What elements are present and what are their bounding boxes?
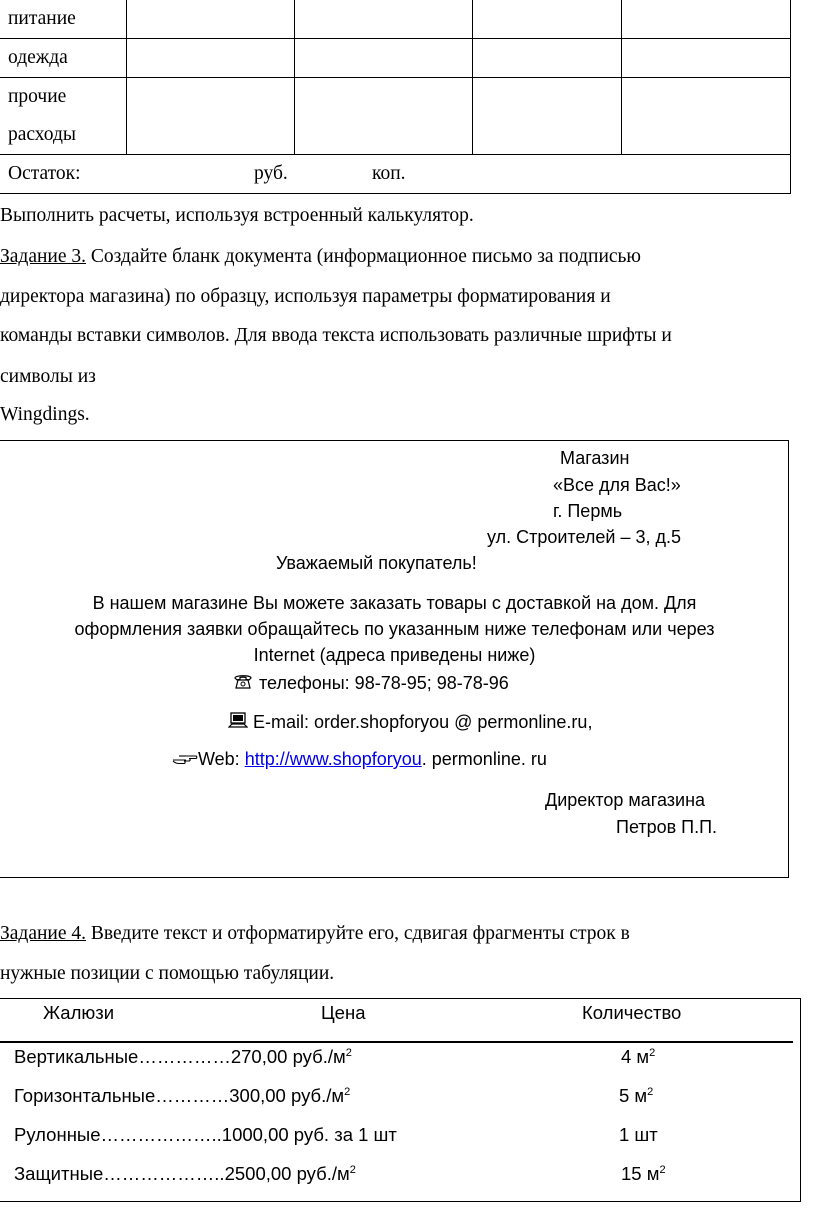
letter-body-line: В нашем магазине Вы можете заказать товары с доставкой на дом. Для — [92, 593, 697, 613]
header-qty: Количество — [582, 1002, 682, 1023]
task3-line: Wingdings. — [0, 404, 90, 425]
phones-text: телефоны: 98-78-95; 98-78-96 — [259, 673, 509, 693]
phone-icon — [232, 672, 254, 693]
email-line — [228, 711, 592, 732]
table-cell — [472, 78, 621, 155]
table-cell — [621, 78, 790, 155]
table-cell — [472, 39, 621, 78]
item-name: Рулонные — [14, 1124, 101, 1145]
price-superscript: 2 — [344, 1086, 351, 1098]
header-name: Жалюзи — [43, 1002, 115, 1023]
signature-name: Петров П.П. — [616, 817, 718, 837]
row-label: питание — [0, 0, 126, 39]
qty-superscript: 2 — [659, 1164, 666, 1176]
task4-line: нужные позиции с помощью табуляции. — [0, 963, 335, 984]
table-row — [14, 1126, 397, 1145]
table-row — [0, 0, 790, 39]
email-text: E-mail: order.shopforyou @ permonline.ru, — [253, 712, 593, 732]
remainder-rub: руб. — [254, 163, 288, 184]
qty-superscript: 2 — [649, 1047, 656, 1059]
table-cell — [621, 0, 790, 39]
table-cell — [472, 0, 621, 39]
remainder-kop: коп. — [372, 163, 406, 184]
budget-table — [0, 0, 791, 194]
pointing-hand-icon — [172, 750, 198, 769]
qty-value: 15 м — [621, 1163, 660, 1184]
tab-leader: ………… — [155, 1085, 230, 1106]
item-name: Горизонтальные — [14, 1085, 156, 1106]
signature-title: Директор магазина — [545, 790, 706, 810]
remainder-cell — [0, 155, 790, 194]
shop-name: Магазин — [560, 448, 630, 468]
table-cell — [126, 39, 294, 78]
table-row — [0, 39, 790, 78]
phones-line — [232, 672, 509, 693]
table-row — [14, 1048, 352, 1067]
table-cell — [126, 78, 294, 155]
item-price: 300,00 руб./м — [229, 1085, 345, 1106]
item-qty — [619, 1126, 658, 1145]
web-link[interactable]: http://www.shopforyou — [244, 749, 422, 769]
qty-value: 4 м — [621, 1046, 650, 1067]
shop-slogan: «Все для Вас!» — [553, 475, 681, 495]
item-name: Вертикальные — [14, 1046, 139, 1067]
qty-superscript: 2 — [647, 1086, 654, 1098]
row-label-line: расходы — [8, 124, 77, 145]
tab-leader: …………… — [138, 1046, 231, 1067]
table-cell — [294, 78, 472, 155]
qty-value: 1 шт — [619, 1124, 658, 1145]
task4-line — [0, 924, 630, 944]
item-price: 270,00 руб./м — [230, 1046, 346, 1067]
web-line — [172, 750, 547, 769]
table-cell — [294, 0, 472, 39]
item-price: 1000,00 руб. за 1 шт — [221, 1124, 397, 1145]
shop-address: ул. Строителей – 3, д.5 — [487, 527, 681, 547]
task3-text: Создайте бланк документа (информационное письмо за подписью — [86, 246, 641, 267]
remainder-label: Остаток: — [8, 163, 81, 184]
row-label-line: прочие — [8, 86, 67, 107]
task4-title: Задание 4. — [0, 923, 87, 944]
remainder-row — [0, 155, 790, 194]
price-superscript: 2 — [345, 1047, 352, 1059]
table-cell — [126, 0, 294, 39]
tab-leader: ……………….. — [103, 1163, 225, 1184]
tab-leader: ……………….. — [100, 1124, 222, 1145]
table-row — [14, 1087, 350, 1106]
qty-value: 5 м — [619, 1085, 648, 1106]
row-label: одежда — [0, 39, 126, 78]
task3-title: Задание 3. — [0, 246, 87, 267]
task3-line: символы из — [0, 366, 96, 387]
item-qty — [619, 1087, 653, 1106]
letter-body-line: оформления заявки обращайтесь по указанным ниже телефонам или через — [74, 619, 715, 639]
task3-line: команды вставки символов. Для ввода текста использовать различные шрифты и — [0, 325, 672, 346]
table-cell — [294, 39, 472, 78]
instruction-text: Выполнить расчеты, используя встроенный калькулятор. — [0, 205, 474, 226]
shop-city: г. Пермь — [553, 501, 623, 521]
item-name: Защитные — [14, 1163, 104, 1184]
header-rule — [0, 1041, 793, 1043]
web-label: Web: — [198, 749, 245, 769]
table-cell — [621, 39, 790, 78]
letter-body-line: Internet (адреса приведены ниже) — [253, 645, 536, 665]
item-qty — [621, 1048, 655, 1067]
price-superscript: 2 — [349, 1164, 356, 1176]
header-price: Цена — [321, 1002, 366, 1023]
task3-line — [0, 247, 641, 267]
item-qty — [621, 1165, 666, 1184]
computer-icon — [228, 711, 248, 732]
row-label — [0, 78, 126, 155]
table-row — [0, 78, 790, 155]
table-row — [14, 1165, 356, 1184]
item-price: 2500,00 руб./м — [224, 1163, 350, 1184]
web-domain-rest: . permonline. ru — [421, 749, 547, 769]
greeting: Уважаемый покупатель! — [276, 553, 477, 573]
task3-line: директора магазина) по образцу, используя параметры форматирования и — [0, 286, 611, 307]
task4-text: Введите текст и отформатируйте его, сдвигая фрагменты строк в — [86, 923, 630, 944]
